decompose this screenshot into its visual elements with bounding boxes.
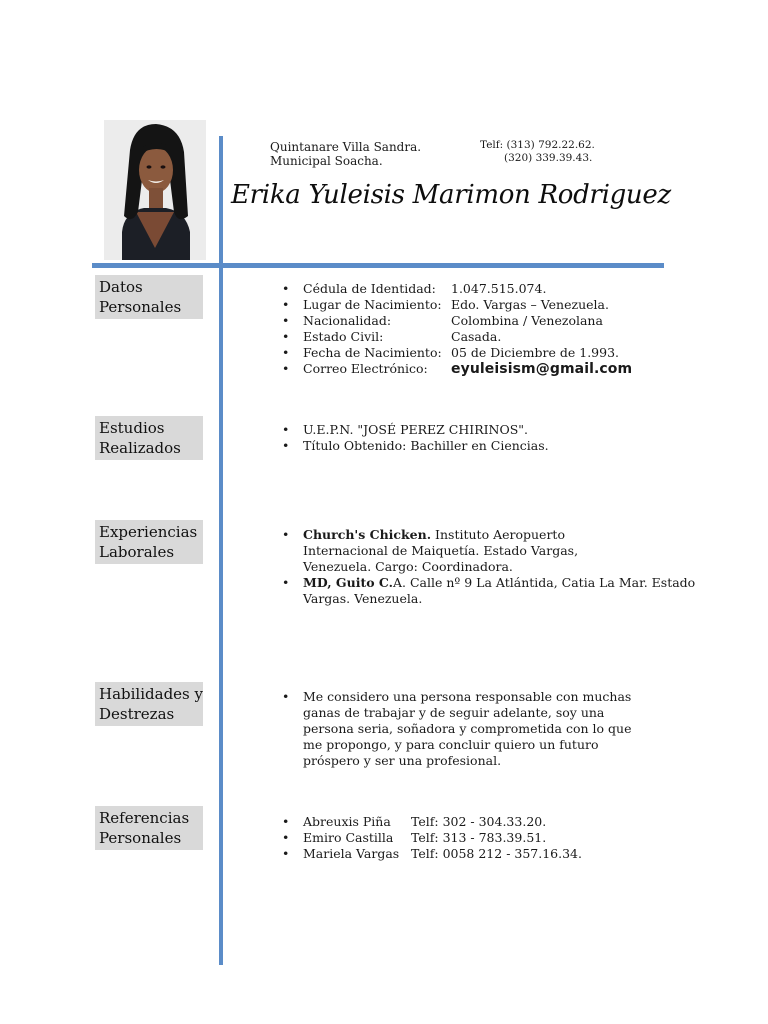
- skills-text: me propongo, y para concluir quiero un futuro: [303, 737, 599, 752]
- section-label-line: Laborales: [99, 543, 175, 561]
- list-item: [282, 527, 695, 575]
- field-key: Lugar de Nacimiento:: [303, 297, 442, 312]
- field-key: Fecha de Nacimiento:: [303, 345, 442, 360]
- field-key: Estado Civil:: [303, 329, 384, 344]
- person-portrait-icon: [104, 120, 206, 260]
- skills-text: ganas de trabajar y de seguir adelante, soy una: [303, 705, 605, 720]
- list-item: [282, 281, 632, 297]
- section-label-line: Personales: [99, 298, 182, 316]
- list-item: [282, 361, 632, 377]
- horizontal-divider: [92, 263, 664, 268]
- employer-name: Church's Chicken.: [303, 527, 432, 542]
- address-line: Quintanare Villa Sandra.: [270, 140, 422, 154]
- section-label-estudios: [95, 416, 203, 460]
- list-item: [282, 297, 632, 313]
- list-item: • U.E.P.N. "JOSÉ PEREZ CHIRINOS".: [282, 422, 549, 438]
- experience-text: Instituto Aeropuerto: [431, 527, 565, 542]
- experience-text: Internacional de Maiquetía. Estado Vargas,: [303, 543, 579, 558]
- profile-photo: [104, 120, 206, 260]
- email-link[interactable]: eyuleisism@gmail.com: [451, 361, 633, 377]
- list-item: [282, 846, 582, 862]
- section-label-line: Habilidades y: [99, 685, 203, 703]
- reference-name: Abreuxis Piña: [303, 814, 391, 829]
- references-list: [282, 814, 582, 862]
- address-line: Municipal Soacha.: [270, 154, 383, 168]
- field-key: Cédula de Identidad:: [303, 281, 436, 296]
- section-label-line: Datos: [99, 278, 143, 296]
- reference-phone: Telf: 302 - 304.33.20.: [411, 814, 547, 829]
- skills-text: Me considero una persona responsable con muchas: [303, 689, 632, 704]
- education-list: [282, 422, 549, 454]
- list-item: [282, 575, 695, 607]
- section-label-habilidades: [95, 682, 203, 726]
- phone-block: [480, 139, 595, 165]
- field-value: 05 de Diciembre de 1.993.: [451, 345, 619, 360]
- reference-phone: Telf: 0058 212 - 357.16.34.: [411, 846, 582, 861]
- skills-text: persona seria, soñadora y comprometida con lo que: [303, 721, 632, 736]
- field-key: Nacionalidad:: [303, 313, 392, 328]
- section-label-line: Realizados: [99, 439, 181, 457]
- section-label-referencias: [95, 806, 203, 850]
- experience-text: Venezuela. Cargo: Coordinadora.: [303, 559, 513, 574]
- candidate-name: Erika Yuleisis Marimon Rodriguez: [231, 180, 671, 210]
- list-item: [282, 345, 632, 361]
- field-value: 1.047.515.074.: [451, 281, 547, 296]
- list-item: [282, 689, 631, 769]
- list-item: [282, 313, 632, 329]
- skills-text: próspero y ser una profesional.: [303, 753, 502, 768]
- section-label-line: Personales: [99, 829, 182, 847]
- section-label-line: Destrezas: [99, 705, 175, 723]
- phone-line: Telf: (313) 792.22.62.: [480, 139, 595, 151]
- reference-name: Emiro Castilla: [303, 830, 394, 845]
- field-value: Edo. Vargas – Venezuela.: [451, 297, 609, 312]
- section-label-line: Referencias: [99, 809, 190, 827]
- list-item: [282, 329, 632, 345]
- address-block: [270, 140, 421, 168]
- vertical-divider: [219, 136, 223, 965]
- section-label-line: Experiencias: [99, 523, 198, 541]
- experience-list: [282, 527, 695, 607]
- experience-text: Vargas. Venezuela.: [303, 591, 423, 606]
- field-key: Correo Electrónico:: [303, 361, 428, 376]
- field-value: Colombina / Venezolana: [451, 313, 603, 328]
- list-item: • Título Obtenido: Bachiller en Ciencias.: [282, 438, 549, 454]
- list-item: [282, 814, 582, 830]
- reference-name: Mariela Vargas: [303, 846, 400, 861]
- list-item: [282, 830, 582, 846]
- section-label-experiencias: [95, 520, 203, 564]
- reference-phone: Telf: 313 - 783.39.51.: [411, 830, 547, 845]
- employer-name: MD, Guito C.: [303, 575, 393, 590]
- section-label-datos-personales: [95, 275, 203, 319]
- phone-line: (320) 339.39.43.: [504, 152, 593, 164]
- section-label-line: Estudios: [99, 419, 165, 437]
- skills-list: [282, 689, 631, 769]
- field-value: Casada.: [451, 329, 502, 344]
- experience-text: A. Calle nº 9 La Atlántida, Catia La Mar. Estado: [393, 575, 696, 590]
- personal-data-list: [282, 281, 632, 377]
